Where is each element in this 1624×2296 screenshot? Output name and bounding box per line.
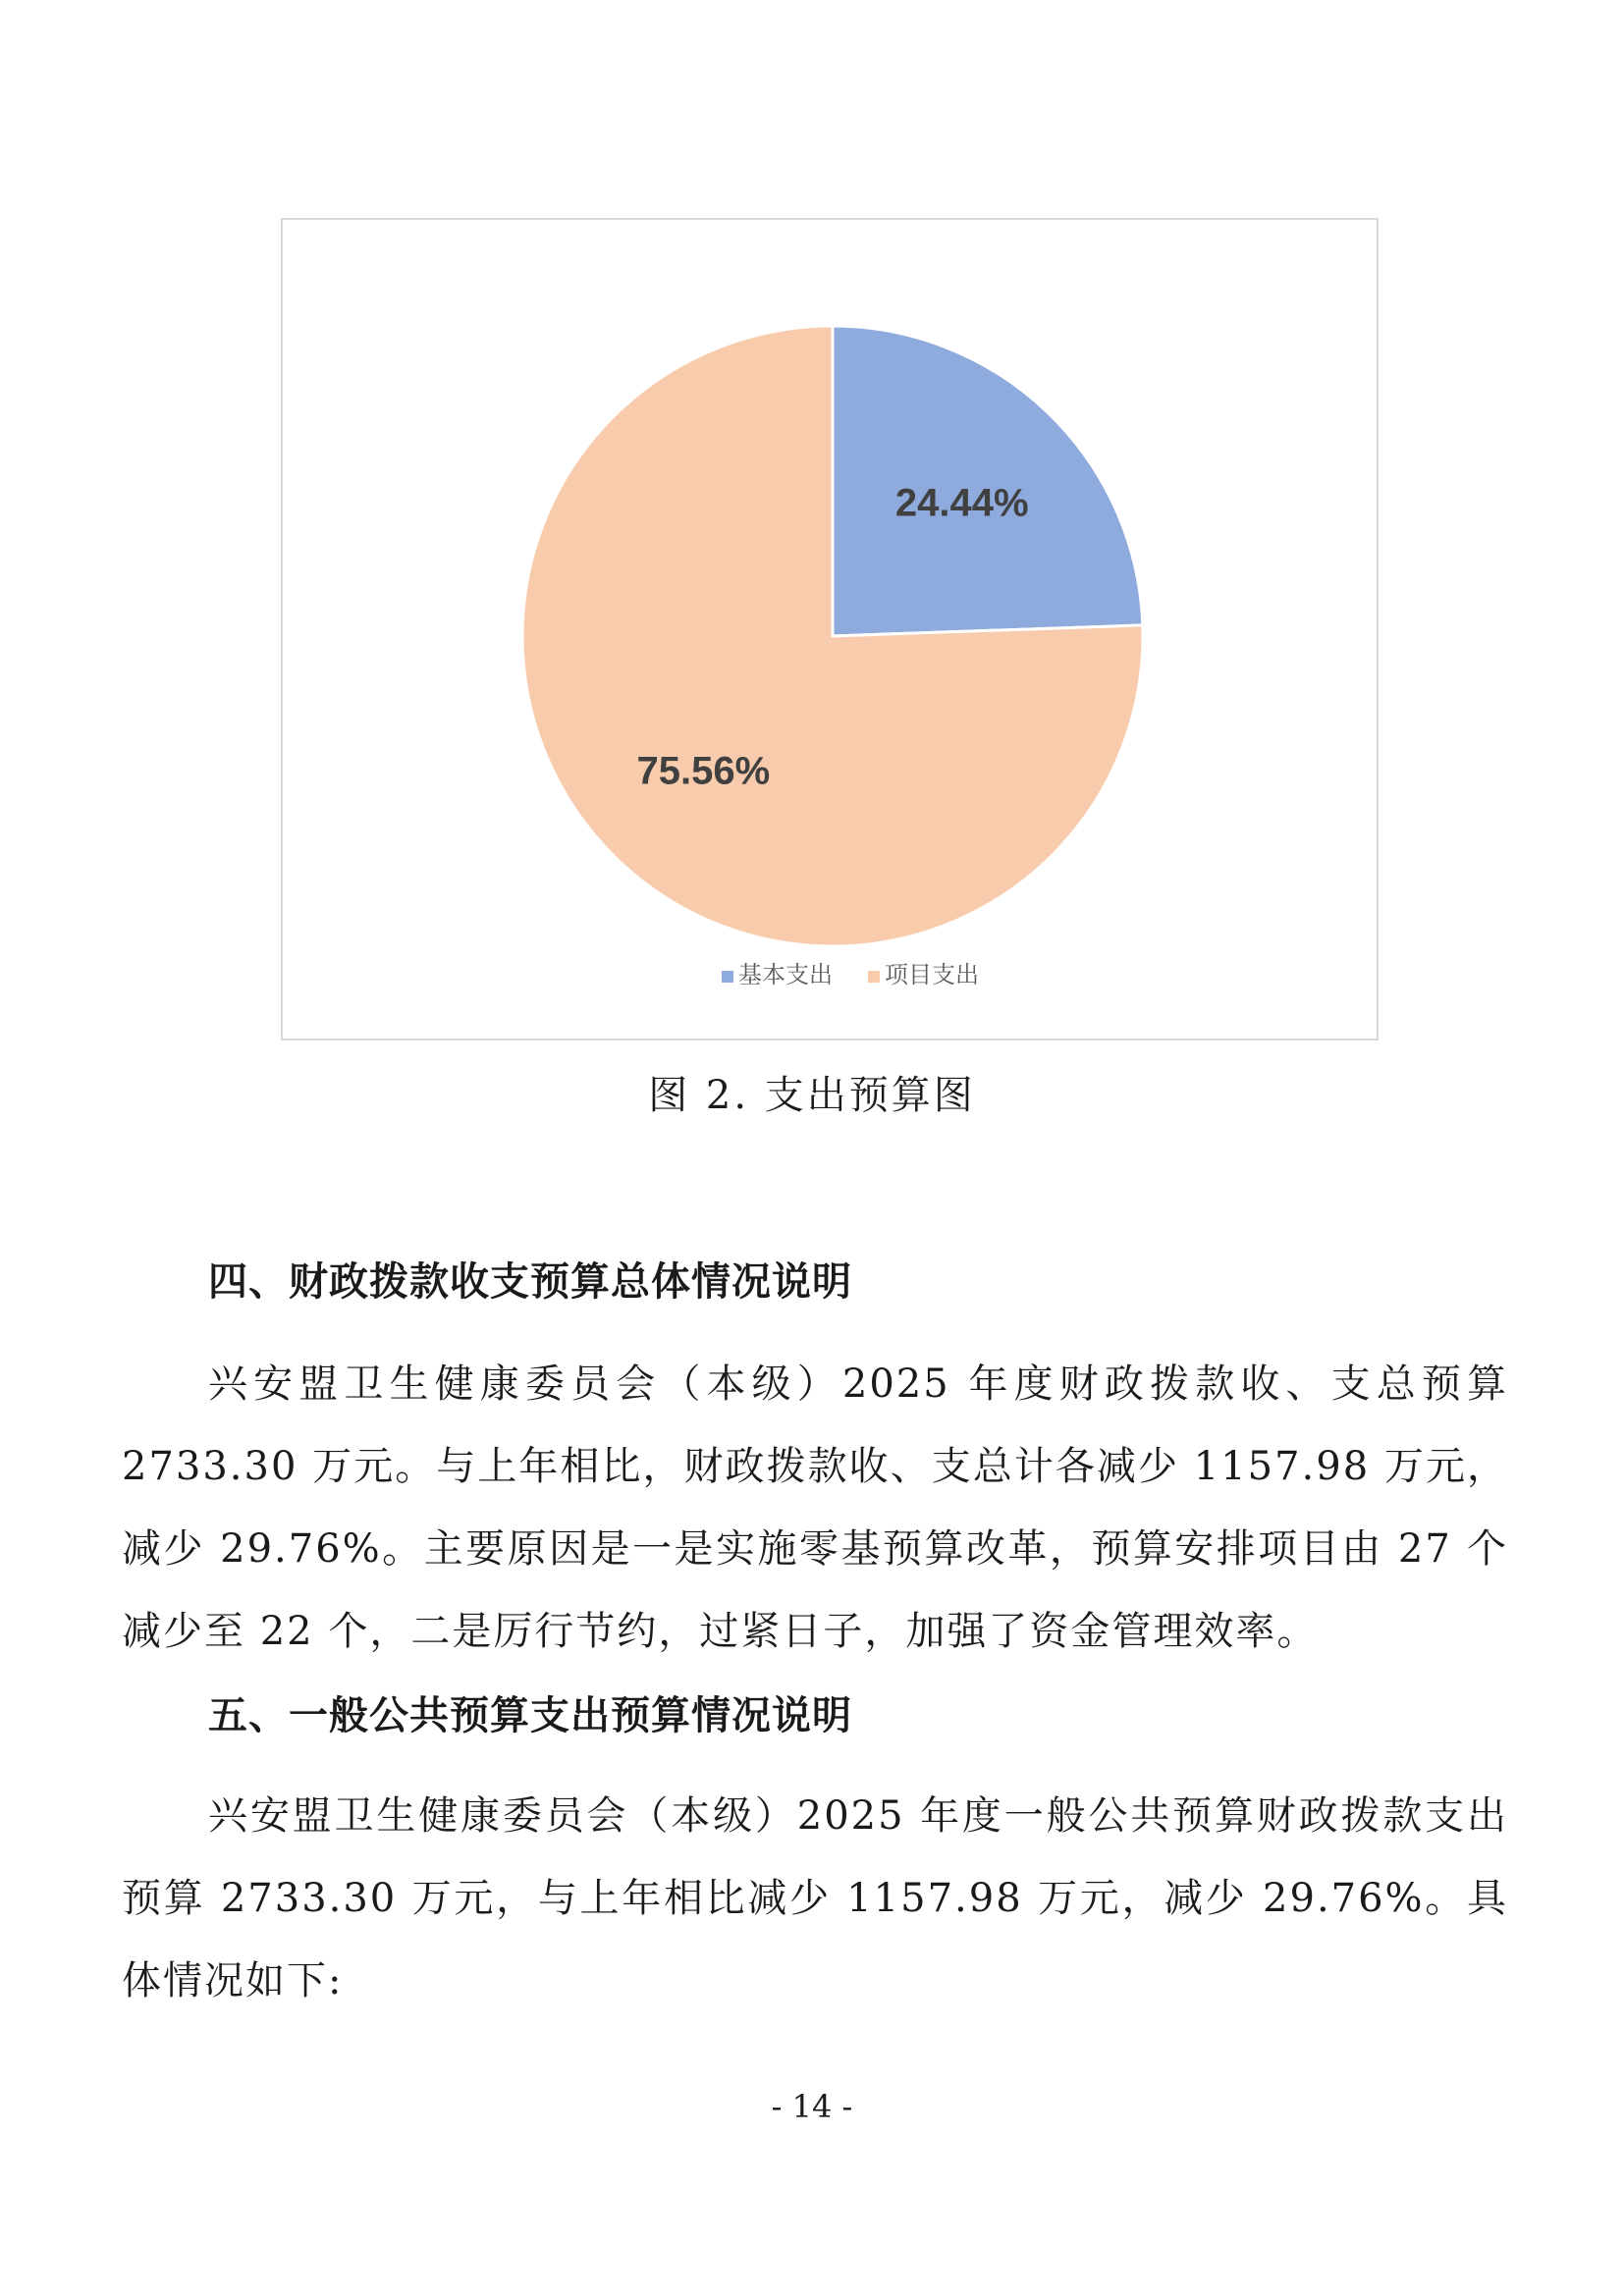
- slice-label-project: 75.56%: [636, 749, 771, 793]
- slice-label-basic: 24.44%: [894, 481, 1029, 525]
- chart-legend: [722, 961, 979, 988]
- pie-slices: [522, 326, 1143, 946]
- legend-label-basic: 基本支出: [738, 961, 833, 988]
- section-heading-5: 五、一般公共预算支出预算情况说明: [208, 1693, 852, 1738]
- pie-chart-frame: [281, 218, 1379, 1041]
- legend-label-project: 项目支出: [885, 961, 979, 988]
- section-paragraph-4: 兴安盟卫生健康委员会（本级）2025 年度财政拨款收、支总预算 2733.30 万元。与上年相比，财政拨款收、支总计各减少 1157.98 万元，减少 29.76%。主要原因是一是实施零基预算改革，预算安排项目由 27 个减少至 22 个，二是厉行节约，过紧日子，加强了资金管理效率。: [122, 1362, 1508, 1654]
- figure-caption: 图 2. 支出预算图: [648, 1073, 976, 1118]
- legend-swatch-project: [868, 971, 880, 983]
- section-heading-4: 四、财政拨款收支预算总体情况说明: [208, 1259, 852, 1305]
- section-paragraph-5: 兴安盟卫生健康委员会（本级）2025 年度一般公共预算财政拨款支出预算 2733.30 万元，与上年相比减少 1157.98 万元，减少 29.76%。具体情况如下:: [122, 1793, 1508, 2003]
- page-number: - 14 -: [771, 2088, 853, 2125]
- legend-swatch-basic: [722, 971, 733, 983]
- pie-chart: [283, 220, 1377, 1039]
